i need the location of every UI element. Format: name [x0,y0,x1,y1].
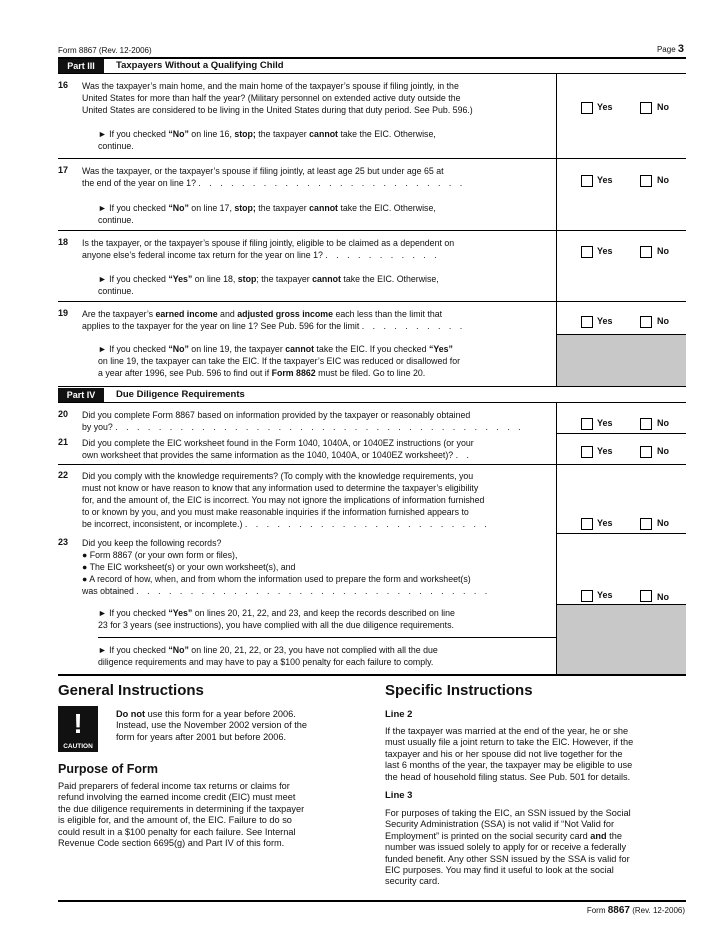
purpose-of-form-heading: Purpose of Form [58,762,159,776]
part3-label: Part III [58,59,104,73]
shaded-answer-area-19 [556,334,686,386]
line-18-no-checkbox[interactable] [640,246,652,258]
line-19-yes-checkbox[interactable] [581,316,593,328]
line-23-yes-note: ► If you checked “Yes” on lines 20, 21, 22, and 23, and keep the records described on line 23 for 3 years (see instructions), you have complied with all the due diligence requirements. [98,608,455,630]
part3-header [58,59,686,74]
line-23-yes-label: Yes [597,590,613,600]
line-21-yes-label: Yes [597,446,613,456]
line-22-question: Did you comply with the knowledge requirements? (To comply with the knowledge requirements, you must not know or have reason to know that any information used to determine the taxpayer’s eligibility for, and the amount of, the EIC is incorrect. You may not ignore the implications of information furnished to or known by you, and you must make reasonable inquiries if the information furnished appears to be incorrect, inconsistent, or incomplete.) . . . . . . . . . . . . . . . . . . . . . . . [82,471,490,529]
line-23-bullet-1: ● Form 8867 (or your own form or files), [82,550,238,560]
line-16-number: 16 [58,80,69,90]
caution-label: CAUTION [63,743,93,750]
line-20-answer-rule [556,433,686,434]
shaded-answer-area-23 [556,604,686,674]
line-3-heading: Line 3 [385,790,413,801]
specific-instructions-heading: Specific Instructions [385,682,533,699]
form-header-left: Form 8867 (Rev. 12-2006) [58,46,152,55]
line-16-note: ► If you checked “No” on line 16, stop; the taxpayer cannot take the EIC. Otherwise, continue. [98,129,436,151]
footer-form-id [587,905,685,916]
line-20-number: 20 [58,409,69,419]
line-17-no-checkbox[interactable] [640,175,652,187]
line-23-last-line: was obtained . . . . . . . . . . . . . . . . . . . . . . . . . . . . . . . . . [82,586,491,596]
line-23-bullet-3: ● A record of how, when, and from whom the information used to prepare the form and worksheet(s) [82,574,471,584]
line-17-rule [58,230,686,231]
line-23-no-label: No [657,592,669,602]
page-number: 3 [677,43,684,55]
line-23-answer-rule [556,604,686,605]
general-instructions-heading: General Instructions [58,682,204,699]
line-18-number: 18 [58,237,69,247]
line-20-no-checkbox[interactable] [640,418,652,430]
line-22-yes-label: Yes [597,518,613,528]
line-16-text-2: United States for more than half the year? (Military personnel on extended active duty outside the [82,93,461,103]
line-22-answer-rule [556,533,686,534]
line-18-rule [58,301,686,302]
line-22-yes-checkbox[interactable] [581,518,593,530]
line-16-rule [58,158,686,159]
caution-icon [58,706,98,752]
line-22-number: 22 [58,470,69,480]
line-23-no-note: ► If you checked “No” on line 20, 21, 22, or 23, you have not complied with all the due diligence requirements and may have to pay a $100 penalty for each failure to comply. [98,645,438,667]
line-22-no-label: No [657,518,669,528]
line-17-no-label: No [657,175,669,185]
line-21-no-label: No [657,446,669,456]
line-22-no-checkbox[interactable] [640,518,652,530]
line-16-text-3: United States are considered to be living in the United States during that duty period. See Pub. 596.) [82,105,473,115]
line-2-text: If the taxpayer was married at the end of the year, he or she must usually file a joint return to take the EIC. However, if the taxpayer and his or her spouse did not live together for the last 6 months of the year, the taxpayer may be eligible to use the head of household filing status. See Pub. 501 for details. [385,726,634,782]
line-21-question: Did you complete the EIC worksheet found in the Form 1040, 1040A, or 1040EZ instructions (or your own worksheet that provides the same information as the 1040, 1040A, or 1040EZ worksheet)? . . [82,438,474,460]
line-18-no-label: No [657,246,669,256]
line-17-question: Was the taxpayer, or the taxpayer’s spouse if filing jointly, at least age 25 but under age 65 at the end of the year on line 1? . . . . . . . . . . . . . . . . . . . . . . . . . [82,166,466,188]
line-19-no-label: No [657,316,669,326]
line-20-yes-label: Yes [597,418,613,428]
line-23-number: 23 [58,537,69,547]
part4-title: Due Diligence Requirements [116,389,245,400]
part4-header [58,388,686,403]
part3-title: Taxpayers Without a Qualifying Child [116,60,284,71]
part4-label: Part IV [58,388,104,402]
line-17-number: 17 [58,165,69,175]
answer-column-divider-part4 [556,403,557,674]
line-23-question: Did you keep the following records? [82,538,222,548]
caution-exclamation: ! [73,708,83,739]
line-19-note: ► If you checked “No” on line 19, the taxpayer cannot take the EIC. If you checked “Yes” on line 19, the taxpayer can take the EIC. If the taxpayer’s EIC was reduced or disallowed for a year after 1996, see Pub. 596 to find out if Form 8862 must be filed. Go to line 20. [98,344,461,378]
line-20-no-label: No [657,418,669,428]
line-19-yes-label: Yes [597,316,613,326]
line-21-rule [58,464,686,465]
line-23-note-rule [98,637,556,638]
line-16-no-checkbox[interactable] [640,102,652,114]
line-19-answer-rule [556,334,686,335]
line-16-yes-checkbox[interactable] [581,102,593,114]
line-18-question: Is the taxpayer, or the taxpayer’s spouse if filing jointly, eligible to be claimed as a dependent on anyone else’s federal income tax return for the year on line 1? . . . . . . . . . . . [82,238,455,260]
line-16-no-label: No [657,102,669,112]
line-21-no-checkbox[interactable] [640,446,652,458]
caution-text: Do not use this form for a year before 2006. Instead, use the November 2002 version of the form for years after 2001 but before 2006. [116,709,308,742]
line-2-heading: Line 2 [385,709,413,720]
page-label: Page [656,45,676,54]
line-17-yes-checkbox[interactable] [581,175,593,187]
footer-revision: (Rev. 12-2006) [632,906,685,915]
footer-rule [58,900,686,902]
line-23-yes-checkbox[interactable] [581,590,593,602]
line-19-question: Are the taxpayer’s earned income and adjusted gross income each less than the limit that applies to the taxpayer for the year on line 1? See Pub. 596 for the limit . . . . . . . . . . [82,309,466,331]
line-20-yes-checkbox[interactable] [581,418,593,430]
footer-form-word: Form [586,906,606,915]
line-16-text-1: Was the taxpayer’s main home, and the main home of the taxpayer’s spouse if filing jointly, in the [82,81,459,91]
line-20-question: Did you complete Form 8867 based on information provided by the taxpayer or reasonably obtained by you? . . . . . . . . . . . . . . . . . . . . . . . . . . . . . . . . . . . . . . [82,410,524,432]
line-16-yes-label: Yes [597,102,613,112]
line-21-number: 21 [58,437,69,447]
purpose-of-form-text: Paid preparers of federal income tax returns or claims for refund involving the earned income credit (EIC) must meet the due diligence requirements in determining if the taxpayer is eligible for, and the amount of, the EIC. Failure to do so could result in a $100 penalty for each failure. See Internal Revenue Code section 6695(g) and Part IV of this form. [58,781,305,849]
line-18-yes-label: Yes [597,246,613,256]
footer-form-number: 8867 [607,905,630,916]
part4-bottom-rule [58,674,686,676]
line-23-no-checkbox[interactable] [640,590,652,602]
line-3-text: For purposes of taking the EIC, an SSN issued by the Social Security Administration (SSA) is not valid if “Not Valid for Employment” is printed on the social security card and the number was issued solely to apply for or receive a federally funded benefit. Any other SSN issued by the SSA is valid for EIC purposes. You may find it useful to look at the social security card. [385,808,631,887]
line-18-note: ► If you checked “Yes” on line 18, stop; the taxpayer cannot take the EIC. Otherwise, continue. [98,274,439,296]
part3-bottom-rule [58,386,686,387]
line-16-question [82,80,550,116]
page-indicator [657,43,684,55]
line-19-number: 19 [58,308,69,318]
line-17-yes-label: Yes [597,175,613,185]
line-17-note: ► If you checked “No” on line 17, stop; the taxpayer cannot take the EIC. Otherwise, continue. [98,203,436,225]
line-18-yes-checkbox[interactable] [581,246,593,258]
line-23-bullet-2: ● The EIC worksheet(s) or your own worksheet(s), and [82,562,296,572]
line-19-no-checkbox[interactable] [640,316,652,328]
line-21-yes-checkbox[interactable] [581,446,593,458]
